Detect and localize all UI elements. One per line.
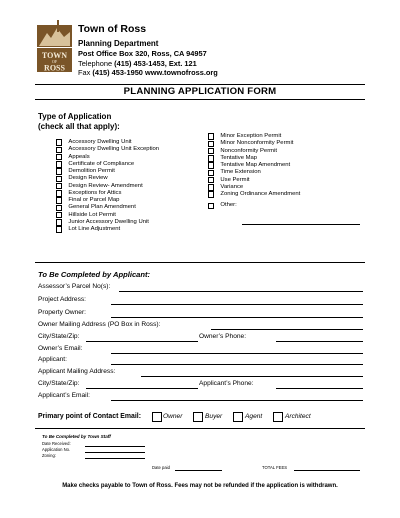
checkbox[interactable] [208,191,214,197]
application-no-label: Application No. [42,447,71,452]
checkbox[interactable] [56,183,62,189]
title-rule-bottom [35,99,365,100]
city-state-zip-row-1 [38,333,363,343]
date-paid-line[interactable] [175,470,222,471]
property-owner-input-line[interactable] [111,317,363,318]
applicant-mailing-row [38,368,363,378]
title-rule-top [35,84,365,85]
staff-rule [35,428,365,429]
contact-agent-label: Agent [245,413,263,420]
application-type-item[interactable]: Demolition Permit [56,168,159,175]
checkbox[interactable] [208,170,214,176]
parcel-label: Assessor’s Parcel No(s): [38,283,111,290]
owner-mailing-input-line[interactable] [211,329,363,330]
application-type-item[interactable]: Design Review [56,175,159,182]
application-type-item[interactable]: Appeals [56,154,159,161]
application-type-list-right [208,133,300,210]
svg-text:TOWN: TOWN [41,51,68,60]
contact-owner-checkbox[interactable] [152,412,162,422]
application-type-item[interactable]: Exceptions for Attics [56,190,159,197]
checkbox[interactable] [56,212,62,218]
contact-buyer-label: Buyer [205,413,223,420]
form-title: PLANNING APPLICATION FORM [123,86,277,97]
applicant-mailing-input-line[interactable] [141,376,363,377]
applicant-label: Applicant: [38,356,67,363]
parcel-row [38,283,363,293]
owners-email-row [38,345,363,355]
owners-phone-input-line[interactable] [276,341,363,342]
contact-architect-checkbox[interactable] [273,412,283,422]
owner-mailing-row [38,321,363,331]
checkbox[interactable] [56,205,62,211]
section-rule [35,262,365,263]
application-no-line[interactable] [85,452,145,453]
application-type-item[interactable]: General Plan Amendment [56,204,159,211]
checkbox[interactable] [56,226,62,232]
checkbox[interactable] [208,177,214,183]
checkbox[interactable] [208,203,214,209]
type-of-application-heading [38,112,120,131]
city-state-zip-input-line[interactable] [86,388,198,389]
applicants-email-input-line[interactable] [111,400,363,401]
city-state-zip-label: City/State/Zip: [38,333,80,340]
application-type-item[interactable]: Hillside Lot Permit [56,212,159,219]
contact-agent-checkbox[interactable] [233,412,243,422]
telephone-number: (415) 453-1453, Ext. 121 [114,59,197,68]
parcel-input-line[interactable] [119,291,363,292]
application-type-item[interactable]: Junior Accessory Dwelling Unit [56,219,159,226]
application-type-item[interactable]: Nonconformity Permit [208,148,300,155]
property-owner-row [38,309,363,319]
payment-note: Make checks payable to Town of Ross. Fees may not be refunded if the application is withdrawn. [62,483,338,489]
total-fees-line[interactable] [294,470,360,471]
town-of-ross-logo [37,19,72,72]
contact-owner-label: Owner [163,413,183,420]
checkbox[interactable] [208,162,214,168]
project-address-label: Project Address: [38,296,87,303]
project-address-row [38,296,363,306]
department-name: Planning Department [78,39,159,48]
svg-text:ROSS: ROSS [44,63,65,72]
fax-and-website: (415) 453-1950 www.townofross.org [92,68,218,77]
application-type-item[interactable]: Zoning Ordinance Amendment [208,191,300,198]
mailing-address: Post Office Box 320, Ross, CA 94957 [78,49,207,58]
town-name: Town of Ross [78,23,147,35]
checkbox[interactable] [56,219,62,225]
application-type-list-left [56,139,159,233]
checkbox[interactable] [56,154,62,160]
type-heading-line1: Type of Application [38,112,112,121]
checkbox[interactable] [208,155,214,161]
contact-architect-label: Architect [285,413,311,420]
city-state-zip-input-line[interactable] [86,341,198,342]
applicant-row [38,356,363,366]
checkbox[interactable] [208,141,214,147]
staff-section-heading: To Be Completed by Town Staff [42,434,111,439]
property-owner-label: Property Owner: [38,309,87,316]
applicants-phone-label: Applicant’s Phone: [199,380,254,387]
checkbox[interactable] [56,139,62,145]
application-type-item[interactable]: Use Permit [208,177,300,184]
application-type-item[interactable]: Final or Parcel Map [56,197,159,204]
other-input-line[interactable] [242,224,360,225]
application-type-item[interactable]: Tentative Map [208,155,300,162]
svg-text:OF: OF [51,59,58,64]
applicant-input-line[interactable] [111,364,363,365]
checkbox[interactable] [208,148,214,154]
applicant-mailing-label: Applicant Mailing Address: [38,368,116,375]
application-type-item[interactable]: Accessory Dwelling Unit [56,139,159,146]
checkbox[interactable] [56,168,62,174]
checkbox[interactable] [208,184,214,190]
application-type-item[interactable]: Minor Nonconformity Permit [208,140,300,147]
checkbox[interactable] [56,176,62,182]
application-type-item[interactable]: Variance [208,184,300,191]
applicants-email-row [38,392,363,402]
checkbox[interactable] [56,197,62,203]
application-type-item[interactable]: Tentative Map Amendment [208,162,300,169]
zoning-line[interactable] [85,458,145,459]
owners-email-input-line[interactable] [111,353,363,354]
owner-mailing-label: Owner Mailing Address (PO Box in Ross): [38,321,161,328]
project-address-input-line[interactable] [111,304,363,305]
checkbox[interactable] [56,147,62,153]
applicants-email-label: Applicant’s Email: [38,392,90,399]
fax-label: Fax [78,68,93,77]
application-type-item[interactable]: Lot Line Adjustment [56,226,159,233]
zoning-label: Zoning: [42,453,56,458]
telephone-line [78,59,197,68]
fax-line [78,68,218,77]
application-type-item[interactable]: Certificate of Compliance [56,161,159,168]
date-paid-label: Date paid [152,465,170,470]
date-received-line[interactable] [85,446,145,447]
application-type-item[interactable]: Design Review- Amendment [56,183,159,190]
checkbox[interactable] [56,161,62,167]
telephone-label: Telephone [78,59,115,68]
application-type-item[interactable]: Minor Exception Permit [208,133,300,140]
checkbox[interactable] [208,133,214,139]
city-state-zip-label: City/State/Zip: [38,380,80,387]
owners-email-label: Owner’s Email: [38,345,83,352]
application-type-other[interactable]: Other: [208,202,300,209]
primary-contact-label: Primary point of Contact Email: [38,413,141,420]
applicants-phone-input-line[interactable] [276,388,363,389]
date-received-label: Date Received: [42,441,71,446]
total-fees-label: TOTAL FEES [262,465,288,470]
contact-buyer-checkbox[interactable] [193,412,203,422]
owners-phone-label: Owner’s Phone: [199,333,247,340]
checkbox[interactable] [56,190,62,196]
applicant-section-heading: To Be Completed by Applicant: [38,270,151,279]
city-state-zip-row-2 [38,380,363,390]
application-type-item[interactable]: Time Extension [208,169,300,176]
type-heading-line2: (check all that apply): [38,121,120,131]
application-type-item[interactable]: Accessory Dwelling Unit Exception [56,146,159,153]
